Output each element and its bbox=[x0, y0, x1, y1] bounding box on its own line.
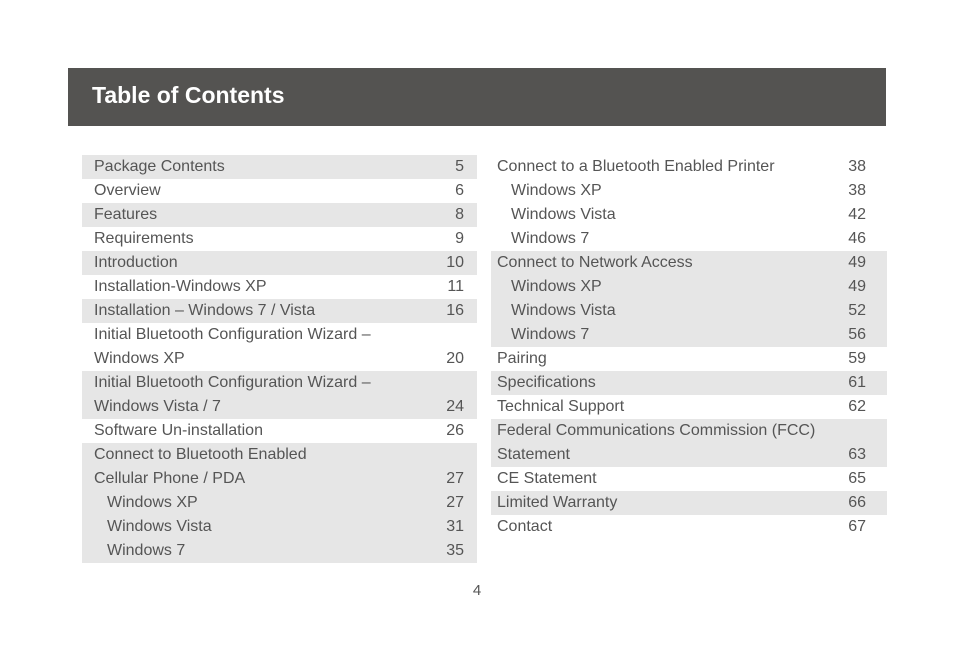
toc-entry-title: CE Statement bbox=[497, 470, 597, 487]
toc-entry bbox=[491, 371, 887, 395]
toc-entry-title: Windows XP bbox=[94, 350, 185, 367]
toc-entry-line bbox=[491, 347, 887, 371]
toc-entry-line bbox=[491, 419, 887, 443]
toc-entry-title: Initial Bluetooth Configuration Wizard – bbox=[94, 374, 371, 391]
toc-entry-title: Windows Vista bbox=[107, 518, 212, 535]
toc-entry-line bbox=[82, 299, 477, 323]
toc-entry-line bbox=[491, 251, 887, 275]
toc-entry-line bbox=[491, 515, 887, 539]
toc-entry bbox=[491, 467, 887, 491]
toc-subentry-line bbox=[491, 203, 887, 227]
toc-entry-line bbox=[82, 443, 477, 467]
toc-page-number: 56 bbox=[848, 326, 866, 343]
toc-entry-title: Windows XP bbox=[511, 278, 602, 295]
toc-page-number: 27 bbox=[446, 494, 464, 511]
toc-entry-title: Cellular Phone / PDA bbox=[94, 470, 246, 487]
toc-entry-title: Initial Bluetooth Configuration Wizard – bbox=[94, 326, 371, 343]
toc-entry bbox=[491, 251, 887, 347]
toc-entry-line bbox=[82, 323, 477, 347]
toc-page-number: 38 bbox=[848, 182, 866, 199]
toc-page-number: 59 bbox=[848, 350, 866, 367]
toc-subentry-line bbox=[491, 179, 887, 203]
toc-entry-line bbox=[82, 203, 477, 227]
toc-page-number: 52 bbox=[848, 302, 866, 319]
toc-entry-title: Technical Support bbox=[497, 398, 625, 415]
toc-entry-title: Specifications bbox=[497, 374, 596, 391]
toc-entry-title: Introduction bbox=[94, 254, 178, 271]
toc-entry bbox=[491, 395, 887, 419]
toc-entry-title: Windows 7 bbox=[511, 230, 590, 247]
toc-entry bbox=[82, 251, 477, 275]
toc-page-number: 24 bbox=[446, 398, 464, 415]
toc-entry-title: Installation-Windows XP bbox=[94, 278, 267, 295]
toc-header-bar bbox=[68, 68, 886, 126]
toc-entry-line bbox=[82, 467, 477, 491]
toc-page-number: 11 bbox=[447, 278, 464, 295]
toc-entry bbox=[82, 203, 477, 227]
toc-entry-line bbox=[491, 395, 887, 419]
toc-entry-title: Windows Vista bbox=[511, 302, 616, 319]
toc-entry-line bbox=[82, 251, 477, 275]
toc-page-number: 31 bbox=[446, 518, 464, 535]
toc-page-number: 49 bbox=[848, 278, 866, 295]
toc-entry bbox=[491, 155, 887, 251]
toc-subentry-line bbox=[82, 515, 477, 539]
toc-entry bbox=[491, 419, 887, 467]
toc-page-number: 61 bbox=[848, 374, 866, 391]
toc-page-number: 5 bbox=[455, 158, 464, 175]
toc-entry-line bbox=[82, 371, 477, 395]
toc-page-number: 49 bbox=[848, 254, 866, 271]
toc-entry-title: Windows Vista / 7 bbox=[94, 398, 221, 415]
toc-page-number: 27 bbox=[446, 470, 464, 487]
toc-page-number: 38 bbox=[848, 158, 866, 175]
toc-entry bbox=[82, 179, 477, 203]
toc-page-number: 63 bbox=[848, 446, 866, 463]
toc-entry-title: Connect to a Bluetooth Enabled Printer bbox=[497, 158, 775, 175]
toc-page-number: 6 bbox=[455, 182, 464, 199]
toc-entry bbox=[82, 155, 477, 179]
toc-subentry-line bbox=[82, 491, 477, 515]
toc-entry-line bbox=[82, 419, 477, 443]
toc-entry-line bbox=[491, 491, 887, 515]
toc-right-column bbox=[491, 155, 887, 539]
toc-entry-line bbox=[491, 371, 887, 395]
toc-entry-title: Overview bbox=[94, 182, 161, 199]
toc-entry-line bbox=[491, 467, 887, 491]
toc-entry-line bbox=[82, 395, 477, 419]
toc-entry-title: Windows XP bbox=[107, 494, 198, 511]
toc-entry-line bbox=[491, 443, 887, 467]
toc-entry bbox=[82, 227, 477, 251]
toc-page-number: 65 bbox=[848, 470, 866, 487]
toc-page-number: 10 bbox=[446, 254, 464, 271]
toc-subentry-line bbox=[491, 227, 887, 251]
toc-entry bbox=[82, 443, 477, 563]
toc-entry-title: Windows Vista bbox=[511, 206, 616, 223]
toc-entry-title: Connect to Bluetooth Enabled bbox=[94, 446, 307, 463]
toc-page-number: 35 bbox=[446, 542, 464, 559]
toc-page-number: 16 bbox=[446, 302, 464, 319]
toc-entry-title: Requirements bbox=[94, 230, 194, 247]
toc-page-number: 42 bbox=[848, 206, 866, 223]
toc-entry bbox=[82, 275, 477, 299]
toc-entry bbox=[82, 371, 477, 419]
toc-page-number: 9 bbox=[455, 230, 464, 247]
toc-entry-line bbox=[82, 179, 477, 203]
toc-subentry-line bbox=[491, 323, 887, 347]
toc-entry-line bbox=[82, 155, 477, 179]
toc-page-number: 20 bbox=[446, 350, 464, 367]
toc-entry-title: Statement bbox=[497, 446, 570, 463]
toc-entry-title: Features bbox=[94, 206, 158, 223]
toc-entry-line bbox=[82, 347, 477, 371]
toc-entry-line bbox=[82, 275, 477, 299]
toc-entry-title: Limited Warranty bbox=[497, 494, 618, 511]
toc-page-number: 67 bbox=[848, 518, 866, 535]
toc-entry-line bbox=[82, 227, 477, 251]
toc-left-column bbox=[82, 155, 477, 563]
toc-entry bbox=[82, 299, 477, 323]
toc-entry bbox=[491, 515, 887, 539]
toc-subentry-line bbox=[491, 275, 887, 299]
toc-entry bbox=[491, 347, 887, 371]
toc-entry bbox=[82, 419, 477, 443]
toc-entry-title: Windows 7 bbox=[107, 542, 186, 559]
toc-entry-title: Package Contents bbox=[94, 158, 225, 175]
toc-subentry-line bbox=[491, 299, 887, 323]
toc-entry-title: Contact bbox=[497, 518, 553, 535]
toc-entry bbox=[82, 323, 477, 371]
toc-page-number: 46 bbox=[848, 230, 866, 247]
toc-subentry-line bbox=[82, 539, 477, 563]
toc-page-number: 26 bbox=[446, 422, 464, 439]
page-title: Table of Contents bbox=[92, 82, 285, 108]
toc-entry-title: Software Un-installation bbox=[94, 422, 263, 439]
toc-entry-title: Installation – Windows 7 / Vista bbox=[94, 302, 316, 319]
toc-page-number: 66 bbox=[848, 494, 866, 511]
toc-entry-title: Connect to Network Access bbox=[497, 254, 693, 271]
page-number: 4 bbox=[472, 582, 482, 599]
toc-entry-line bbox=[491, 155, 887, 179]
toc-entry-title: Pairing bbox=[497, 350, 547, 367]
toc-page-number: 8 bbox=[455, 206, 464, 223]
toc-entry bbox=[491, 491, 887, 515]
toc-page-number: 62 bbox=[848, 398, 866, 415]
toc-entry-title: Windows XP bbox=[511, 182, 602, 199]
toc-entry-title: Federal Communications Commission (FCC) bbox=[497, 422, 816, 439]
toc-entry-title: Windows 7 bbox=[511, 326, 590, 343]
